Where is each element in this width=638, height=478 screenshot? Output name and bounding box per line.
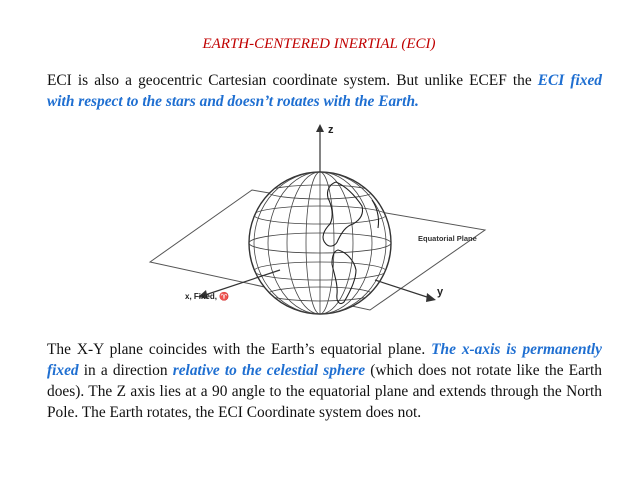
intro-text: ECI is also a geocentric Cartesian coordinate system. But unlike ECEF the [47, 72, 538, 89]
body-emphasis-2: relative to the celestial sphere [172, 362, 366, 379]
intro-paragraph [47, 70, 602, 112]
body-paragraph [47, 339, 602, 423]
eci-diagram-svg [140, 120, 490, 325]
intro-emphasis: ECI fixed with respect to the stars and doesn’t rotates with the Earth. [47, 72, 602, 110]
z-axis-label: z [328, 124, 334, 136]
x-axis-label: x, Fixed, ♈ [185, 292, 230, 301]
y-axis-label: y [437, 286, 444, 298]
equatorial-plane-label: Equatorial Plane [418, 234, 477, 243]
z-axis-arrow [316, 124, 324, 132]
y-axis-arrow [426, 293, 436, 302]
body-text-3: (which does not rotate like the Earth does). The Z axis lies at a 90 angle to the equatorial plane and extends through the North Pole. The Earth rotates, the ECI Coordinate system does not. [47, 362, 602, 421]
body-text-2: in a direction [78, 362, 173, 379]
body-emphasis-1: The x-axis is permanently fixed [47, 341, 603, 379]
y-axis [375, 280, 430, 298]
slide-title: EARTH-CENTERED INERTIAL (ECI) [202, 36, 436, 52]
body-text-1: The X-Y plane coincides with the Earth’s equatorial plane. [47, 341, 432, 358]
globe [249, 172, 391, 314]
eci-diagram [140, 120, 490, 325]
